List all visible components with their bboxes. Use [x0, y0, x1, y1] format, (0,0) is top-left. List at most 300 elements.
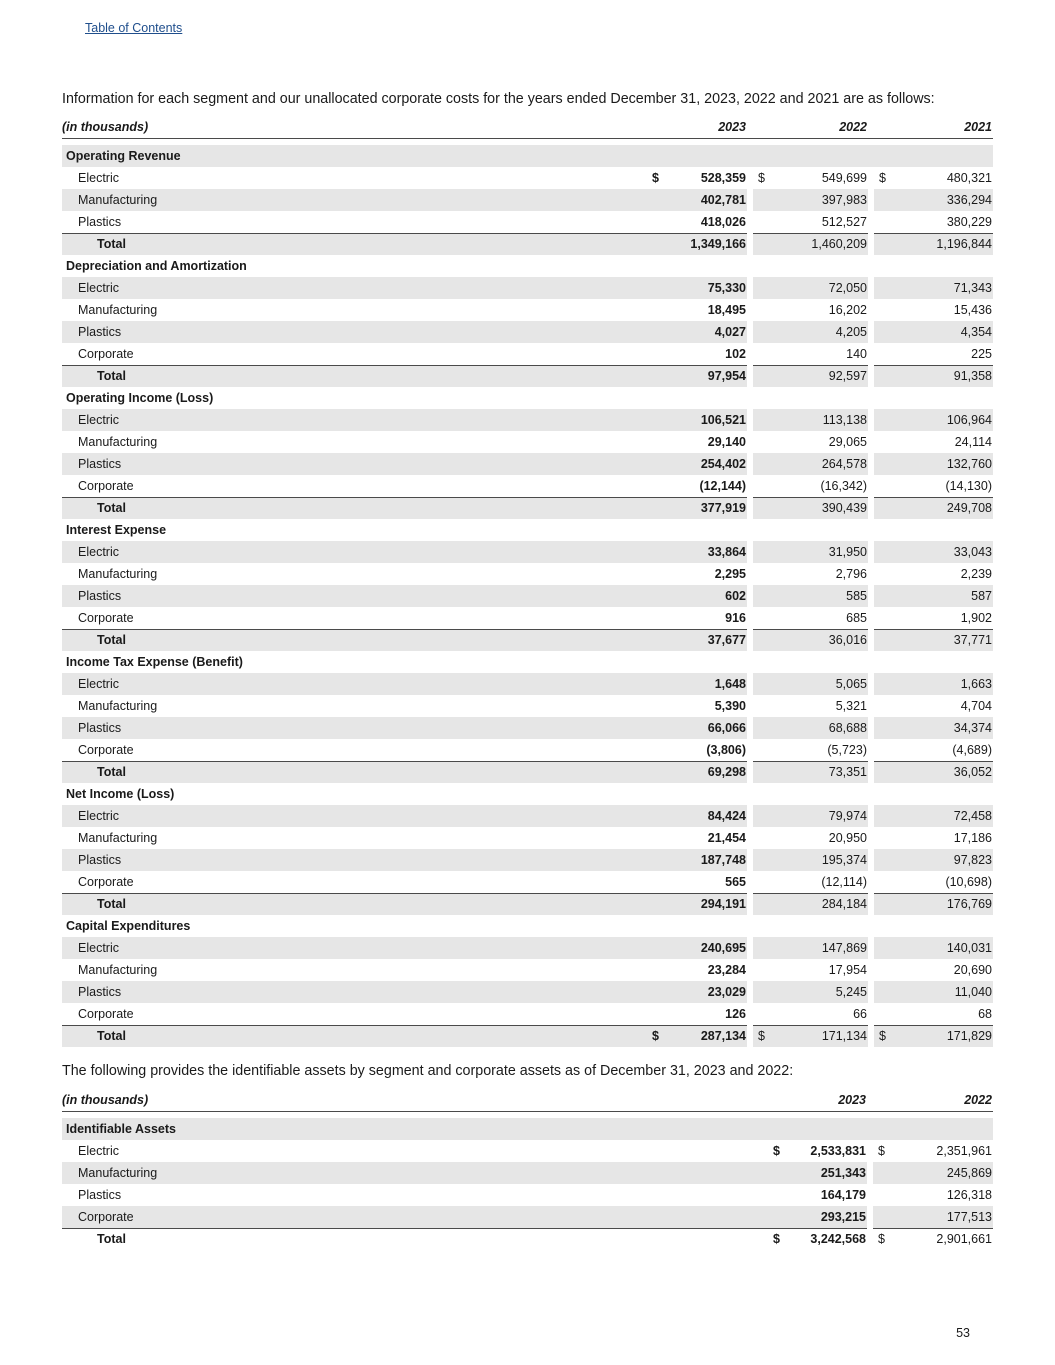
currency-cell	[647, 475, 672, 497]
line-item-label: Electric	[62, 673, 647, 695]
currency-cell	[874, 497, 899, 519]
value-cell: 528,359	[700, 171, 746, 185]
currency-symbol: $	[773, 1144, 780, 1158]
currency-cell	[647, 607, 672, 629]
segment-information-table	[62, 117, 993, 1047]
value-cell: 171,829	[899, 1025, 993, 1047]
currency-symbol: $	[874, 1025, 899, 1047]
assets-table-body	[62, 1090, 993, 1250]
value-cell: 68,688	[778, 717, 868, 739]
currency-cell	[874, 805, 899, 827]
currency-cell	[753, 497, 778, 519]
currency-cell	[874, 211, 899, 233]
line-item-row	[62, 541, 993, 563]
value-cell: 176,769	[899, 893, 993, 915]
line-item-row	[62, 189, 993, 211]
currency-cell	[647, 739, 672, 761]
value-cell: 37,677	[672, 629, 747, 651]
currency-cell	[647, 343, 672, 365]
year-header: 2021	[874, 117, 993, 138]
section-title: Operating Income (Loss)	[66, 391, 214, 405]
value-cell: 4,205	[778, 321, 868, 343]
currency-cell	[753, 585, 778, 607]
value-cell: 245,869	[898, 1162, 993, 1184]
value-cell: 587	[899, 585, 993, 607]
line-item-row	[62, 211, 993, 233]
value-cell: 132,760	[899, 453, 993, 475]
currency-cell	[874, 189, 899, 211]
value-cell: 336,294	[899, 189, 993, 211]
currency-cell	[768, 1206, 793, 1228]
value-cell: 31,950	[778, 541, 868, 563]
table-header-row	[62, 1090, 993, 1111]
line-item-label: Manufacturing	[78, 699, 158, 713]
currency-cell	[753, 871, 778, 893]
page-number: 53	[956, 1326, 970, 1340]
line-item-label: Manufacturing	[62, 189, 647, 211]
currency-cell	[874, 849, 899, 871]
line-item-row	[62, 981, 993, 1003]
value-cell: (16,342)	[820, 478, 867, 493]
currency-cell	[874, 629, 899, 651]
currency-cell	[647, 277, 672, 299]
value-cell: 21,454	[707, 831, 746, 845]
currency-cell	[874, 827, 899, 849]
value-cell: 2,351,961	[936, 1144, 992, 1158]
currency-cell	[647, 321, 672, 343]
currency-cell	[874, 233, 899, 255]
value-cell: 29,065	[828, 435, 867, 449]
currency-cell	[874, 563, 899, 585]
value-cell: 66,066	[672, 717, 747, 739]
segment-intro-text: Information for each segment and our unallocated corporate costs for the years ended December 31, 2023, 2022 and 2021 are as follows:	[62, 91, 935, 107]
line-item-label: Plastics	[62, 585, 647, 607]
value-cell: 287,134	[672, 1025, 747, 1047]
value-cell: 29,140	[707, 435, 746, 449]
currency-cell	[874, 365, 899, 387]
year-header: 2022	[873, 1090, 993, 1111]
currency-cell	[753, 321, 778, 343]
currency-cell	[874, 321, 899, 343]
line-item-row	[62, 937, 993, 959]
currency-cell	[753, 189, 778, 211]
value-cell: 23,284	[707, 963, 746, 977]
currency-symbol: $	[768, 1228, 793, 1250]
section-title: Income Tax Expense (Benefit)	[66, 655, 243, 669]
currency-cell	[647, 189, 672, 211]
line-item-row	[62, 1184, 993, 1206]
line-item-label: Manufacturing	[78, 303, 158, 317]
value-cell: 16,202	[828, 303, 867, 317]
currency-cell	[873, 1162, 898, 1184]
value-cell: 264,578	[778, 453, 868, 475]
section-title: Identifiable Assets	[62, 1118, 993, 1140]
currency-cell	[647, 1003, 672, 1025]
value-cell: 126	[725, 1006, 746, 1021]
value-cell: 294,191	[672, 893, 747, 915]
section-title: Capital Expenditures	[66, 919, 191, 933]
line-item-label: Plastics	[62, 717, 647, 739]
currency-cell	[874, 981, 899, 1003]
currency-cell	[753, 607, 778, 629]
currency-cell	[874, 299, 899, 321]
total-label: Total	[62, 893, 647, 915]
value-cell: 126,318	[946, 1188, 992, 1202]
total-label: Total	[62, 497, 647, 519]
currency-cell	[874, 739, 899, 761]
line-item-row	[62, 321, 993, 343]
currency-cell	[647, 453, 672, 475]
spacer-cell	[62, 138, 993, 145]
total-label: Total	[62, 365, 647, 387]
value-cell: 140	[846, 346, 867, 361]
line-item-label: Manufacturing	[78, 963, 158, 977]
currency-cell	[647, 541, 672, 563]
currency-cell	[647, 937, 672, 959]
line-item-label: Manufacturing	[78, 435, 158, 449]
value-cell: 225	[971, 346, 992, 361]
unit-label: (in thousands)	[62, 117, 647, 138]
line-item-label: Electric	[62, 937, 647, 959]
currency-cell	[753, 563, 778, 585]
value-cell: 380,229	[946, 214, 992, 229]
line-item-row	[62, 871, 993, 893]
currency-cell	[874, 717, 899, 739]
value-cell: 565	[725, 874, 746, 889]
currency-cell	[873, 1184, 898, 1206]
line-item-label: Manufacturing	[78, 567, 158, 581]
section-title-row	[62, 145, 993, 167]
currency-cell	[647, 695, 672, 717]
currency-cell	[647, 211, 672, 233]
spacer-row	[62, 138, 993, 145]
value-cell: 1,196,844	[899, 233, 993, 255]
currency-cell	[753, 695, 778, 717]
value-cell: 4,027	[672, 321, 747, 343]
line-item-row	[62, 343, 993, 365]
total-row	[62, 1025, 993, 1047]
section-title: Depreciation and Amortization	[66, 259, 247, 273]
value-cell: 284,184	[778, 893, 868, 915]
currency-cell	[753, 233, 778, 255]
section-title: Net Income (Loss)	[66, 787, 175, 801]
value-cell: 249,708	[899, 497, 993, 519]
value-cell: 33,864	[672, 541, 747, 563]
line-item-row	[62, 277, 993, 299]
total-label: Total	[62, 761, 647, 783]
currency-symbol: $	[878, 1144, 885, 1158]
currency-cell	[874, 585, 899, 607]
line-item-row	[62, 695, 993, 717]
currency-cell	[647, 959, 672, 981]
line-item-label: Plastics	[62, 453, 647, 475]
value-cell: 66	[853, 1006, 867, 1021]
currency-cell	[874, 959, 899, 981]
value-cell: 480,321	[946, 171, 992, 185]
currency-cell	[647, 717, 672, 739]
currency-cell	[753, 959, 778, 981]
value-cell: 4,354	[899, 321, 993, 343]
value-cell: 916	[725, 610, 746, 625]
value-cell: 5,390	[714, 699, 746, 713]
currency-cell	[874, 937, 899, 959]
currency-symbol: $	[873, 1228, 898, 1250]
value-cell: 187,748	[672, 849, 747, 871]
currency-cell	[647, 585, 672, 607]
line-item-row	[62, 409, 993, 431]
value-cell: 1,663	[899, 673, 993, 695]
value-cell: 106,964	[899, 409, 993, 431]
currency-cell	[874, 409, 899, 431]
line-item-label: Electric	[78, 1144, 119, 1158]
currency-cell	[753, 673, 778, 695]
value-cell: 685	[846, 610, 867, 625]
value-cell: 36,016	[778, 629, 868, 651]
value-cell: 23,029	[672, 981, 747, 1003]
section-title-row	[62, 1118, 993, 1140]
currency-cell	[753, 409, 778, 431]
line-item-label: Electric	[62, 805, 647, 827]
value-cell: 91,358	[899, 365, 993, 387]
value-cell: 73,351	[778, 761, 868, 783]
section-title-row	[62, 651, 993, 673]
value-cell: 3,242,568	[793, 1228, 867, 1250]
currency-cell	[753, 1003, 778, 1025]
section-title: Interest Expense	[66, 523, 167, 537]
currency-cell	[753, 475, 778, 497]
value-cell: 390,439	[778, 497, 868, 519]
value-cell: 397,983	[778, 189, 868, 211]
line-item-label: Electric	[62, 277, 647, 299]
value-cell: 2,239	[960, 567, 992, 581]
currency-cell	[647, 629, 672, 651]
currency-cell	[647, 805, 672, 827]
value-cell: 512,527	[821, 214, 867, 229]
line-item-label: Manufacturing	[62, 1162, 768, 1184]
line-item-label: Plastics	[62, 321, 647, 343]
currency-cell	[753, 277, 778, 299]
value-cell: 377,919	[672, 497, 747, 519]
value-cell: 11,040	[899, 981, 993, 1003]
value-cell: 5,321	[835, 699, 867, 713]
line-item-label: Corporate	[78, 742, 134, 757]
currency-cell	[874, 893, 899, 915]
line-item-label: Plastics	[62, 849, 647, 871]
year-header: 2023	[768, 1090, 867, 1111]
line-item-label: Corporate	[62, 1206, 768, 1228]
line-item-row	[62, 959, 993, 981]
value-cell: 113,138	[778, 409, 868, 431]
currency-cell	[647, 409, 672, 431]
value-cell: 72,050	[778, 277, 868, 299]
total-row	[62, 761, 993, 783]
value-cell: 24,114	[954, 435, 992, 449]
value-cell: 4,704	[960, 699, 992, 713]
currency-cell	[753, 893, 778, 915]
currency-cell	[753, 365, 778, 387]
value-cell: 17,186	[953, 831, 992, 845]
value-cell: 171,134	[778, 1025, 868, 1047]
currency-cell	[874, 871, 899, 893]
assets-intro-text: The following provides the identifiable assets by segment and corporate assets as of December 31, 2023 and 2022:	[62, 1063, 794, 1079]
value-cell: 2,901,661	[898, 1228, 993, 1250]
currency-cell	[753, 211, 778, 233]
value-cell: 254,402	[672, 453, 747, 475]
value-cell: 20,690	[953, 963, 992, 977]
currency-cell	[874, 695, 899, 717]
value-cell: (12,144)	[699, 478, 746, 493]
currency-cell	[647, 299, 672, 321]
currency-cell	[647, 871, 672, 893]
currency-symbol: $	[647, 1025, 672, 1047]
section-title-row	[62, 255, 993, 277]
currency-cell	[753, 343, 778, 365]
line-item-label: Corporate	[78, 874, 134, 889]
currency-cell	[753, 739, 778, 761]
currency-cell	[647, 673, 672, 695]
total-label: Total	[62, 1228, 768, 1250]
currency-cell	[647, 981, 672, 1003]
value-cell: 5,065	[778, 673, 868, 695]
value-cell: (12,114)	[821, 874, 867, 889]
value-cell: (14,130)	[945, 478, 992, 493]
value-cell: 293,215	[793, 1206, 867, 1228]
value-cell: 402,781	[672, 189, 747, 211]
line-item-row	[62, 673, 993, 695]
currency-cell	[874, 475, 899, 497]
line-item-row	[62, 1003, 993, 1025]
value-cell: 240,695	[672, 937, 747, 959]
line-item-label: Manufacturing	[78, 831, 158, 845]
value-cell: 140,031	[899, 937, 993, 959]
value-cell: 20,950	[828, 831, 867, 845]
value-cell: 195,374	[778, 849, 868, 871]
currency-cell	[874, 453, 899, 475]
currency-symbol: $	[879, 171, 886, 185]
line-item-label: Corporate	[78, 478, 134, 493]
currency-cell	[753, 299, 778, 321]
line-item-label: Plastics	[78, 1188, 122, 1202]
line-item-row	[62, 167, 993, 189]
identifiable-assets-table	[62, 1090, 993, 1250]
currency-cell	[647, 431, 672, 453]
line-item-row	[62, 607, 993, 629]
line-item-row	[62, 1206, 993, 1228]
value-cell: 15,436	[953, 303, 992, 317]
value-cell: 97,823	[899, 849, 993, 871]
value-cell: 72,458	[899, 805, 993, 827]
line-item-row	[62, 717, 993, 739]
value-cell: 71,343	[899, 277, 993, 299]
currency-cell	[768, 1162, 793, 1184]
currency-cell	[753, 849, 778, 871]
section-title: Operating Revenue	[62, 145, 993, 167]
value-cell: 37,771	[899, 629, 993, 651]
total-label: Total	[62, 629, 647, 651]
value-cell: 102	[725, 346, 746, 361]
currency-cell	[647, 563, 672, 585]
currency-symbol: $	[753, 1025, 778, 1047]
total-row	[62, 233, 993, 255]
currency-cell	[753, 541, 778, 563]
line-item-row	[62, 1162, 993, 1184]
value-cell: (4,689)	[952, 742, 992, 757]
value-cell: 147,869	[778, 937, 868, 959]
value-cell: 2,796	[835, 567, 867, 581]
line-item-row	[62, 585, 993, 607]
line-item-label: Electric	[62, 409, 647, 431]
value-cell: 18,495	[707, 303, 746, 317]
section-title-row	[62, 519, 993, 541]
value-cell: 69,298	[672, 761, 747, 783]
value-cell: 177,513	[898, 1206, 993, 1228]
line-item-label: Plastics	[78, 214, 122, 229]
currency-cell	[874, 761, 899, 783]
value-cell: 1,902	[960, 610, 992, 625]
value-cell: 549,699	[821, 171, 867, 185]
value-cell: 164,179	[820, 1188, 866, 1202]
line-item-row	[62, 299, 993, 321]
section-title-row	[62, 783, 993, 805]
line-item-label: Corporate	[78, 610, 134, 625]
currency-cell	[647, 893, 672, 915]
currency-symbol: $	[758, 171, 765, 185]
section-title-row	[62, 387, 993, 409]
currency-cell	[753, 717, 778, 739]
line-item-label: Corporate	[78, 1006, 134, 1021]
year-header: 2023	[647, 117, 747, 138]
line-item-label: Electric	[62, 541, 647, 563]
table-of-contents-link[interactable]: Table of Contents	[85, 21, 183, 35]
value-cell: 418,026	[700, 214, 746, 229]
currency-cell	[874, 277, 899, 299]
currency-cell	[753, 981, 778, 1003]
currency-cell	[647, 827, 672, 849]
value-cell: 602	[672, 585, 747, 607]
currency-cell	[753, 629, 778, 651]
total-row	[62, 1228, 993, 1250]
line-item-label: Plastics	[62, 981, 647, 1003]
section-title-row	[62, 915, 993, 937]
line-item-row	[62, 475, 993, 497]
value-cell: 75,330	[672, 277, 747, 299]
total-label: Total	[62, 1025, 647, 1047]
currency-cell	[874, 541, 899, 563]
value-cell: 68	[978, 1006, 992, 1021]
line-item-row	[62, 431, 993, 453]
value-cell: 5,245	[778, 981, 868, 1003]
value-cell: 1,349,166	[672, 233, 747, 255]
total-row	[62, 365, 993, 387]
segment-table-body	[62, 117, 993, 1047]
currency-cell	[753, 805, 778, 827]
line-item-row	[62, 849, 993, 871]
currency-cell	[874, 673, 899, 695]
currency-cell	[874, 607, 899, 629]
value-cell: 92,597	[778, 365, 868, 387]
currency-cell	[874, 1003, 899, 1025]
line-item-row	[62, 827, 993, 849]
year-header: 2022	[753, 117, 868, 138]
currency-cell	[753, 431, 778, 453]
total-label: Total	[62, 233, 647, 255]
total-row	[62, 893, 993, 915]
line-item-label: Electric	[78, 171, 119, 185]
line-item-label: Corporate	[78, 346, 134, 361]
currency-cell	[647, 365, 672, 387]
currency-cell	[873, 1206, 898, 1228]
value-cell: 2,533,831	[810, 1144, 866, 1158]
